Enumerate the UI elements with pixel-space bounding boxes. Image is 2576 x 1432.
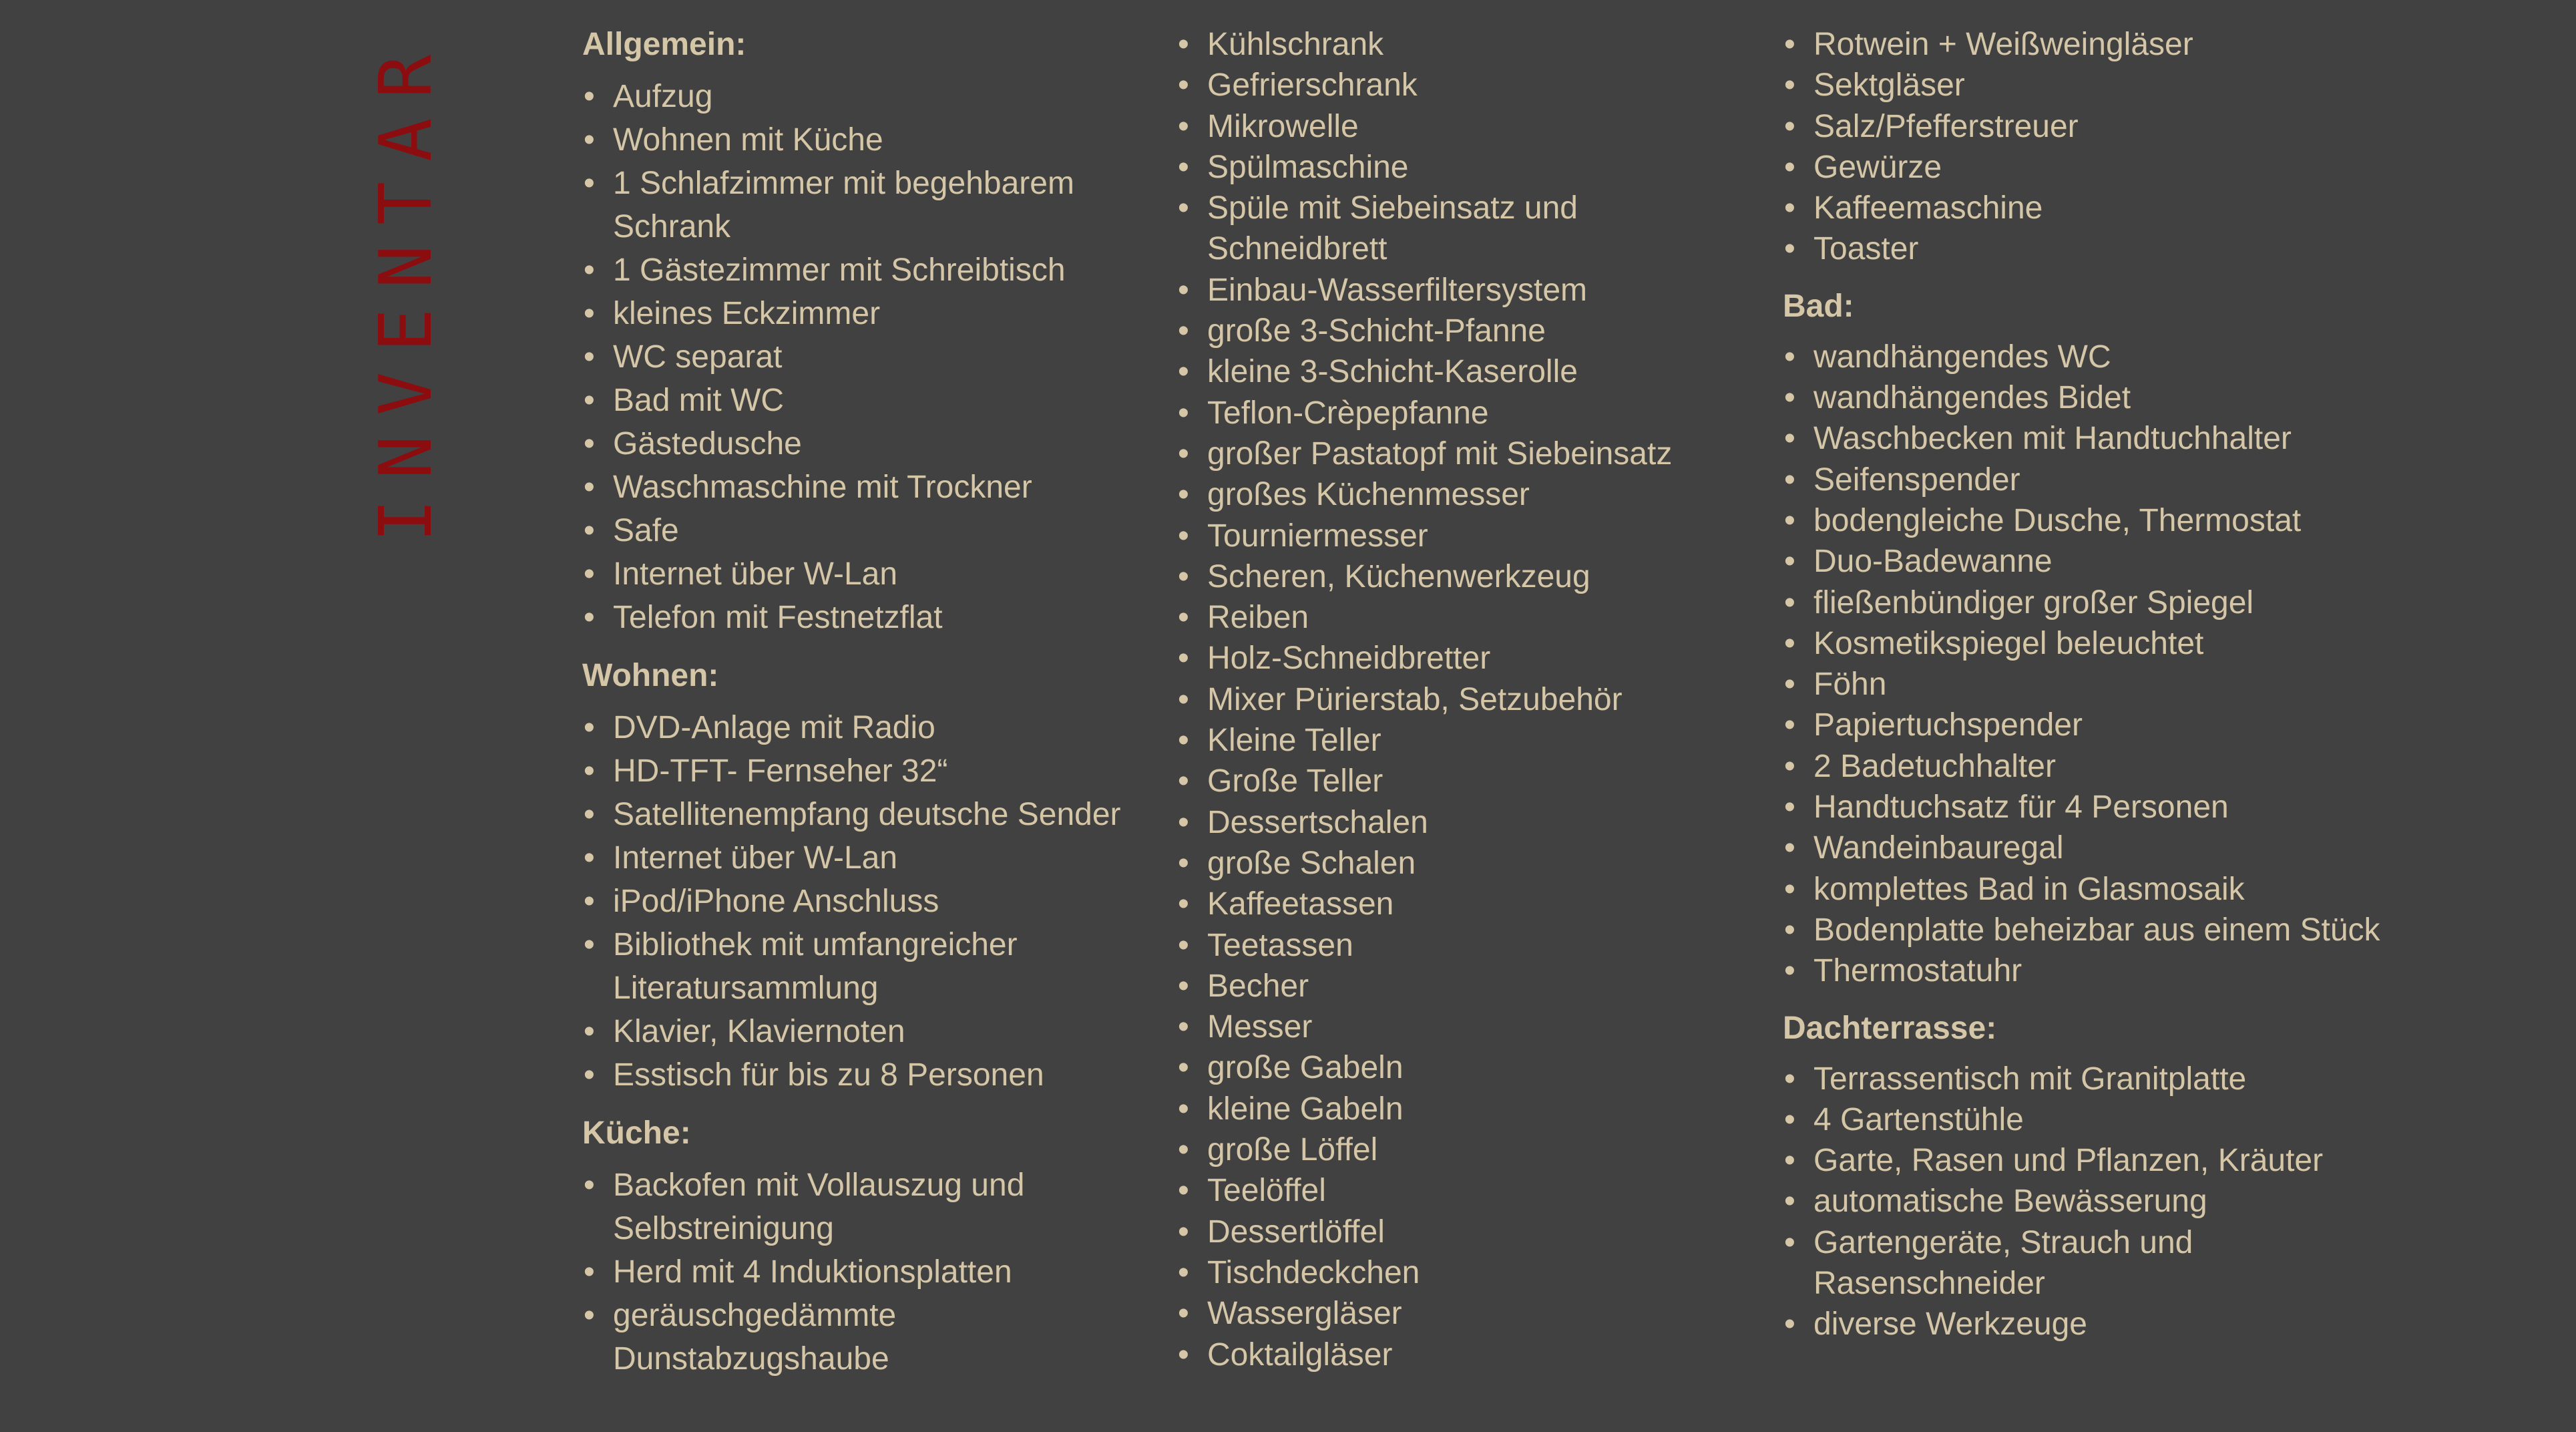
inventory-list [1783,24,2384,270]
list-item: • Gewürze [1783,147,2384,188]
list-item: • 1 Schlafzimmer mit begehbarem Schrank [582,162,1150,248]
list-item: • Esstisch für bis zu 8 Personen [582,1053,1150,1097]
list-item: • bodengleiche Dusche, Thermostat [1783,500,2384,541]
list-item: • Mikrowelle [1176,106,1751,147]
list-item: • Einbau-Wasserfiltersystem [1176,270,1751,311]
section-heading: Allgemein: [582,27,746,62]
list-item: • Kaffeemaschine [1783,188,2384,228]
list-item: • Spüle mit Siebeinsatz und Schneidbrett [1176,188,1751,270]
list-item: • Garte, Rasen und Pflanzen, Kräuter [1783,1140,2384,1181]
section-heading: Bad: [1783,288,1854,324]
list-item: • DVD-Anlage mit Radio [582,706,1150,749]
list-item: • Kosmetikspiegel beleuchtet [1783,623,2384,664]
list-item: • Safe [582,509,1150,552]
inventory-section [1783,1008,2384,1345]
inventory-list [1783,337,2384,992]
column-3 [1783,24,2384,1361]
inventory-section [582,24,1150,639]
inventory-section [582,1113,1150,1381]
list-item: • Tourniermesser [1176,516,1751,556]
list-item: • Salz/Pfefferstreuer [1783,106,2384,147]
list-item: • Seifenspender [1783,460,2384,500]
list-item: • Backofen mit Vollauszug und Selbstreinigung [582,1164,1150,1250]
list-item: • kleine Gabeln [1176,1089,1751,1129]
list-item: • Gästedusche [582,422,1150,466]
list-item: • Spülmaschine [1176,147,1751,188]
list-item: • Sektgläser [1783,65,2384,106]
list-item: • Thermostatuhr [1783,950,2384,991]
list-item: • Große Teller [1176,761,1751,801]
list-item: • automatische Bewässerung [1783,1181,2384,1222]
list-item: • Wohnen mit Küche [582,118,1150,162]
list-item: • Mixer Pürierstab, Setzubehör [1176,679,1751,720]
column-2 [1176,24,1751,1391]
list-item: • Internet über W-Lan [582,552,1150,596]
list-item: • Handtuchsatz für 4 Personen [1783,787,2384,828]
page-title: INVENTAR [365,34,448,542]
column-1 [582,24,1150,1397]
inventory-list [582,75,1150,639]
list-item: • Waschbecken mit Handtuchhalter [1783,418,2384,459]
list-item: • Scheren, Küchenwerkzeug [1176,556,1751,597]
list-item: • Coktailgläser [1176,1334,1751,1375]
list-item: • Wassergläser [1176,1293,1751,1334]
list-item: • HD-TFT- Fernseher 32“ [582,749,1150,793]
list-item: • Kleine Teller [1176,720,1751,761]
list-item: • kleine 3-Schicht-Kaserolle [1176,351,1751,392]
list-item: • Gartengeräte, Strauch und Rasenschneider [1783,1222,2384,1304]
list-item: • komplettes Bad in Glasmosaik [1783,869,2384,910]
list-item: • WC separat [582,335,1150,379]
list-item: • Dessertlöffel [1176,1212,1751,1252]
list-item: • Holz-Schneidbretter [1176,638,1751,679]
list-item: • großer Pastatopf mit Siebeinsatz [1176,433,1751,474]
list-item: • Aufzug [582,75,1150,118]
list-item: • 1 Gästezimmer mit Schreibtisch [582,248,1150,292]
list-item: • fließenbündiger großer Spiegel [1783,582,2384,623]
list-item: • 2 Badetuchhalter [1783,746,2384,787]
list-item: • diverse Werkzeuge [1783,1304,2384,1345]
list-item: • großes Küchenmesser [1176,474,1751,515]
list-item: • Teflon-Crèpepfanne [1176,393,1751,433]
list-item: • wandhängendes WC [1783,337,2384,377]
list-item: • Kaffeetassen [1176,884,1751,924]
list-item: • Internet über W-Lan [582,836,1150,880]
list-item: • Teelöffel [1176,1170,1751,1211]
list-item: • Föhn [1783,664,2384,705]
list-item: • kleines Eckzimmer [582,292,1150,335]
inventory-list [582,706,1150,1097]
list-item: • Messer [1176,1007,1751,1047]
list-item: • Satellitenempfang deutsche Sender [582,793,1150,836]
section-heading: Dachterrasse: [1783,1010,1997,1046]
list-item: • große Schalen [1176,843,1751,884]
list-item: • Waschmaschine mit Trockner [582,466,1150,509]
inventory-list [1176,24,1751,1375]
inventory-section [582,655,1150,1097]
list-item: • Tischdeckchen [1176,1252,1751,1293]
inventory-section [1783,286,2384,992]
list-item: • Bad mit WC [582,379,1150,422]
list-item: • Klavier, Klaviernoten [582,1010,1150,1053]
list-item: • iPod/iPhone Anschluss [582,880,1150,923]
inventory-list [1783,1059,2384,1345]
list-item: • Teetassen [1176,925,1751,966]
list-item: • Dessertschalen [1176,802,1751,843]
inventory-list [582,1164,1150,1381]
list-item: • Terrassentisch mit Granitplatte [1783,1059,2384,1099]
list-item: • Toaster [1783,228,2384,269]
list-item: • Papiertuchspender [1783,705,2384,745]
list-item: • geräuschgedämmte Dunstabzugshaube [582,1294,1150,1381]
list-item: • Kühlschrank [1176,24,1751,65]
list-item: • große Löffel [1176,1129,1751,1170]
list-item: • 4 Gartenstühle [1783,1099,2384,1140]
inventory-section [1176,24,1751,1375]
list-item: • Telefon mit Festnetzflat [582,596,1150,639]
list-item: • große 3-Schicht-Pfanne [1176,311,1751,351]
list-item: • Bibliothek mit umfangreicher Literatursammlung [582,923,1150,1010]
list-item: • Gefrierschrank [1176,65,1751,106]
list-item: • Herd mit 4 Induktionsplatten [582,1250,1150,1294]
list-item: • Becher [1176,966,1751,1007]
list-item: • Bodenplatte beheizbar aus einem Stück [1783,910,2384,950]
list-item: • große Gabeln [1176,1047,1751,1088]
section-heading: Wohnen: [582,658,719,693]
inventory-section [1783,24,2384,270]
list-item: • Duo-Badewanne [1783,541,2384,582]
section-heading: Küche: [582,1115,691,1151]
list-item: • Wandeinbauregal [1783,828,2384,868]
list-item: • Rotwein + Weißweingläser [1783,24,2384,65]
list-item: • Reiben [1176,597,1751,638]
list-item: • wandhängendes Bidet [1783,377,2384,418]
